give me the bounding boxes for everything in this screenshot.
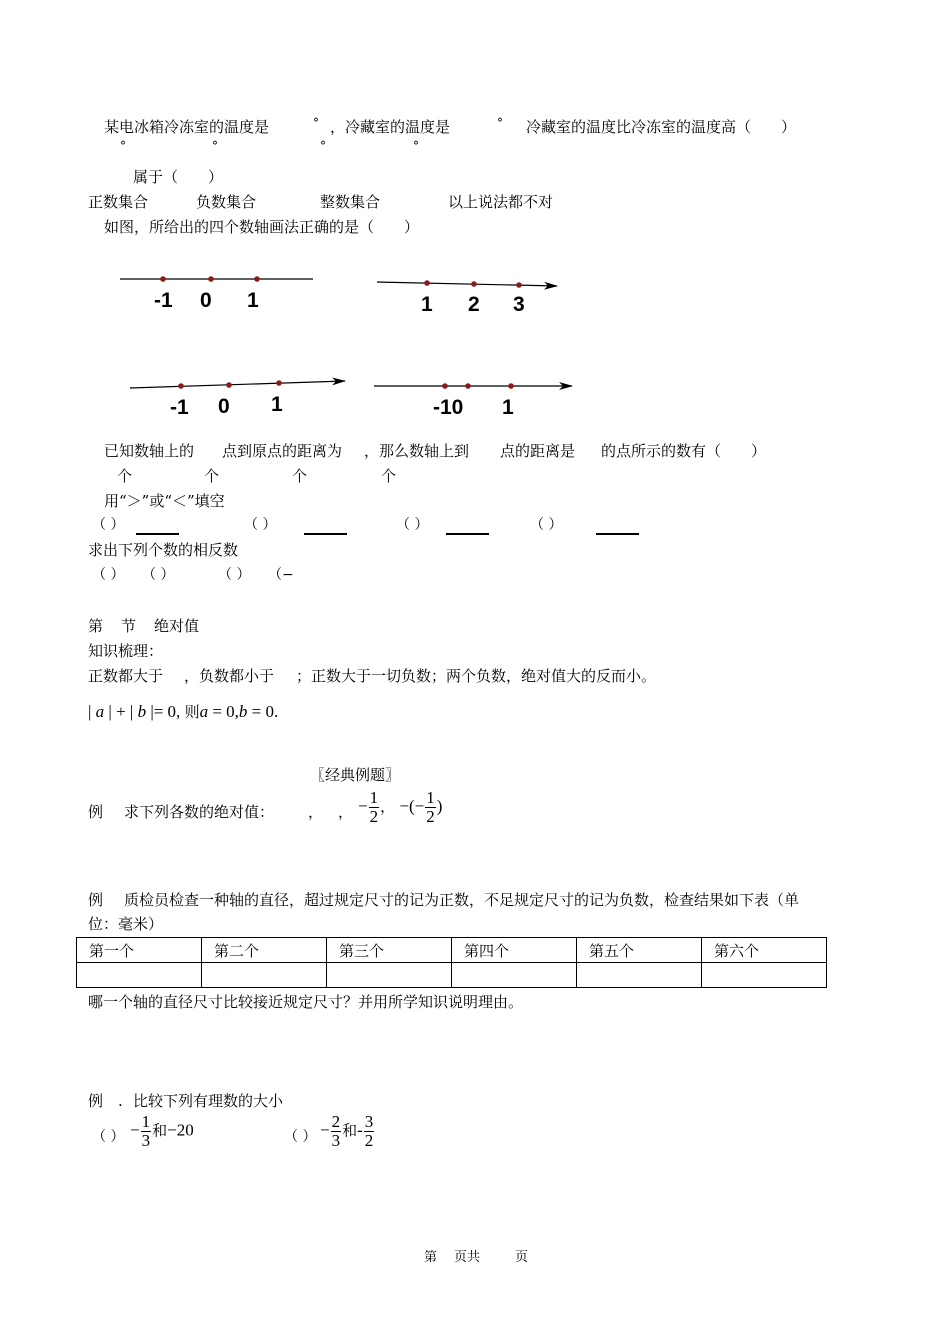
frac-numerator: 1 xyxy=(141,1112,151,1131)
frac-numerator: 1 xyxy=(426,788,435,807)
formula-eq-zero: = 0, xyxy=(153,702,181,721)
ex1-sep: ， xyxy=(308,803,324,821)
ex1-expressions xyxy=(358,789,442,826)
ex3-dot: . xyxy=(118,1092,123,1110)
axis-c-point xyxy=(226,382,232,388)
ex3-item2-and: 和 xyxy=(342,1121,358,1140)
ex1-expr2-close: ) xyxy=(436,796,443,816)
formula-b: b xyxy=(137,702,147,721)
ex1-label: 例 xyxy=(88,803,104,821)
axis-b-label: 3 xyxy=(513,293,525,316)
axis-a-label: -1 xyxy=(154,289,173,312)
formula-result-b: b xyxy=(238,702,248,721)
q4-stem-part5: 的点所示的数有（ ） xyxy=(601,442,767,460)
q1-stem-part1: 某电冰箱冷冻室的温度是 xyxy=(104,118,270,136)
axis-a-point xyxy=(160,276,166,282)
q6-item: （ ） xyxy=(218,567,251,583)
q1-option-a: ° xyxy=(120,139,126,153)
axis-a-point xyxy=(254,276,260,282)
table-header-cell: 第五个 xyxy=(577,938,702,963)
table-header-cell: 第二个 xyxy=(202,938,327,963)
q4-option-b: 个 xyxy=(204,467,220,485)
axis-b-point xyxy=(516,282,522,288)
q4-option-c: 个 xyxy=(292,467,308,485)
frac-numerator: 2 xyxy=(331,1112,341,1131)
q5-item: （ ） xyxy=(530,517,563,533)
ex3-item1-rest: −20 xyxy=(167,1120,194,1140)
q5-stem: 用“＞”或“＜”填空 xyxy=(104,492,225,510)
axis-d-label: -10 xyxy=(433,396,464,419)
table-cell xyxy=(452,963,577,988)
q5-answer-blank[interactable] xyxy=(446,533,489,535)
frac-denominator: 2 xyxy=(426,806,435,826)
ex3-item1-expr xyxy=(130,1113,194,1150)
formula-a: a xyxy=(95,702,105,721)
q4-option-a: 个 xyxy=(117,467,133,485)
q1-degree-1: ° xyxy=(313,116,319,130)
q2-option-b: 负数集合 xyxy=(196,193,257,211)
table-header-row xyxy=(77,938,827,963)
q4-stem-part1: 已知数轴上的 xyxy=(104,442,195,460)
formula-bar: | xyxy=(108,702,112,721)
table-cell xyxy=(702,963,827,988)
ex1-expr2-open: −(− xyxy=(399,796,425,816)
table-header-cell: 第六个 xyxy=(702,938,827,963)
fraction-one-half xyxy=(369,789,380,826)
ex1-comma: ， xyxy=(380,797,396,816)
formula-plus: + xyxy=(116,702,126,721)
ex2-label: 例 xyxy=(88,891,104,909)
fraction-one-half xyxy=(425,789,436,826)
q1-option-c: ° xyxy=(320,139,326,153)
rule-part2: ，负数都小于 xyxy=(184,667,275,685)
q2-option-c: 整数集合 xyxy=(320,193,381,211)
frac-denominator: 2 xyxy=(369,806,379,826)
ex1-stem: 求下列各数的绝对值： xyxy=(124,803,275,821)
fraction-three-halves xyxy=(364,1113,375,1150)
axis-d-point xyxy=(508,383,514,389)
formula-bar: | xyxy=(88,702,92,721)
q4-option-d: 个 xyxy=(381,467,397,485)
ex3-item2-minus2: - xyxy=(357,1120,363,1140)
q5-item: （ ） xyxy=(244,517,277,533)
section-title-a: 第 xyxy=(88,617,104,635)
absolute-value-formula xyxy=(88,703,278,720)
fraction-two-thirds xyxy=(331,1113,342,1150)
formula-bar: | xyxy=(150,702,154,721)
section-title-c: 绝对值 xyxy=(154,617,200,635)
q5-item: （ ） xyxy=(92,517,125,533)
formula-result-end: = 0. xyxy=(251,702,279,721)
ex2-question: 哪一个轴的直径尺寸比较接近规定尺寸？并用所学知识说明理由。 xyxy=(88,993,524,1011)
examples-title: 〖经典例题〗 xyxy=(310,766,401,784)
axis-a-label: 0 xyxy=(200,289,212,312)
ex3-label: 例 xyxy=(88,1092,104,1110)
footer-c: 页 xyxy=(515,1250,529,1265)
ex3-item2-minus: − xyxy=(320,1120,330,1140)
axis-d-point xyxy=(465,383,471,389)
measurement-table xyxy=(76,937,827,988)
table-header-cell: 第三个 xyxy=(327,938,452,963)
q2-option-a: 正数集合 xyxy=(88,193,149,211)
axis-a-label: 1 xyxy=(247,289,259,312)
rule-part3: ；正数大于一切负数；两个负数，绝对值大的反而小。 xyxy=(296,667,657,685)
frac-denominator: 3 xyxy=(331,1130,341,1150)
axis-a-point xyxy=(208,276,214,282)
q5-answer-blank[interactable] xyxy=(304,533,347,535)
q5-item: （ ） xyxy=(396,517,429,533)
axis-b-line xyxy=(377,282,557,286)
axis-c-label: -1 xyxy=(170,396,189,419)
axis-c-point xyxy=(178,383,184,389)
axis-b-label: 2 xyxy=(468,293,480,316)
frac-denominator: 3 xyxy=(141,1130,151,1150)
ex1-sep: ， xyxy=(338,803,354,821)
axis-c-label: 0 xyxy=(218,395,230,418)
q6-item: （− xyxy=(268,567,294,583)
q4-stem-part4: 点的距离是 xyxy=(500,442,576,460)
ex3-item1-paren: （ ） xyxy=(92,1129,125,1145)
table-header-cell: 第四个 xyxy=(452,938,577,963)
q2-stem: 属于（ ） xyxy=(133,168,224,186)
q6-item: （ ） xyxy=(92,567,125,583)
rule-part1: 正数都大于 xyxy=(88,667,164,685)
q2-option-d: 以上说法都不对 xyxy=(448,193,554,211)
frac-denominator: 2 xyxy=(364,1130,374,1150)
review-label: 知识梳理： xyxy=(88,642,164,660)
footer-a: 第 xyxy=(424,1250,438,1265)
table-header-cell: 第一个 xyxy=(77,938,202,963)
fraction-one-third xyxy=(141,1113,152,1150)
q1-option-d: ° xyxy=(413,139,419,153)
formula-result-a: a xyxy=(199,702,209,721)
ex2-stem-line2: 位：毫米） xyxy=(88,915,164,933)
q6-stem: 求出下列个数的相反数 xyxy=(88,541,239,559)
q1-option-b: ° xyxy=(212,139,218,153)
q5-answer-blank[interactable] xyxy=(596,533,639,535)
table-cell xyxy=(77,963,202,988)
table-cell xyxy=(202,963,327,988)
number-line-figures xyxy=(0,0,950,420)
table-cell xyxy=(577,963,702,988)
ex3-item2-expr xyxy=(320,1113,375,1150)
section-title-b: 节 xyxy=(121,617,137,635)
table-row xyxy=(77,963,827,988)
axis-d-point xyxy=(442,383,448,389)
footer-b: 页共 xyxy=(454,1250,481,1265)
q1-degree-2: ° xyxy=(497,116,503,130)
ex1-minus: − xyxy=(358,796,368,816)
formula-bar: | xyxy=(129,702,134,721)
q4-stem-part2: 点到原点的距离为 xyxy=(222,442,343,460)
frac-numerator: 1 xyxy=(369,788,379,807)
frac-numerator: 3 xyxy=(364,1112,374,1131)
q1-stem-part2: ，冷藏室的温度是 xyxy=(330,118,451,136)
q1-stem-part3: 冷藏室的温度比冷冻室的温度高（ ） xyxy=(526,118,797,136)
ex3-item2-paren: （ ） xyxy=(284,1129,317,1145)
ex3-item1-minus: − xyxy=(130,1120,140,1140)
ex3-stem: 比较下列有理数的大小 xyxy=(133,1092,284,1110)
axis-b-point xyxy=(424,280,430,286)
axis-d-label: 1 xyxy=(502,396,514,419)
ex2-stem-line1: 质检员检查一种轴的直径，超过规定尺寸的记为正数，不足规定尺寸的记为负数，检查结果如下表（单 xyxy=(124,891,800,909)
q5-answer-blank[interactable] xyxy=(136,533,179,535)
axis-b-point xyxy=(471,281,477,287)
q6-item: （ ） xyxy=(142,567,175,583)
axis-b-label: 1 xyxy=(421,293,433,316)
axis-c-point xyxy=(276,380,282,386)
formula-then: 则 xyxy=(184,703,200,721)
q3-stem: 如图，所给出的四个数轴画法正确的是（ ） xyxy=(104,218,420,236)
ex3-item1-and: 和 xyxy=(152,1121,168,1140)
table-cell xyxy=(327,963,452,988)
formula-result-mid: = 0, xyxy=(212,702,239,721)
axis-c-line xyxy=(130,381,345,388)
q4-stem-part3: ，那么数轴上到 xyxy=(364,442,470,460)
axis-c-label: 1 xyxy=(271,393,283,416)
